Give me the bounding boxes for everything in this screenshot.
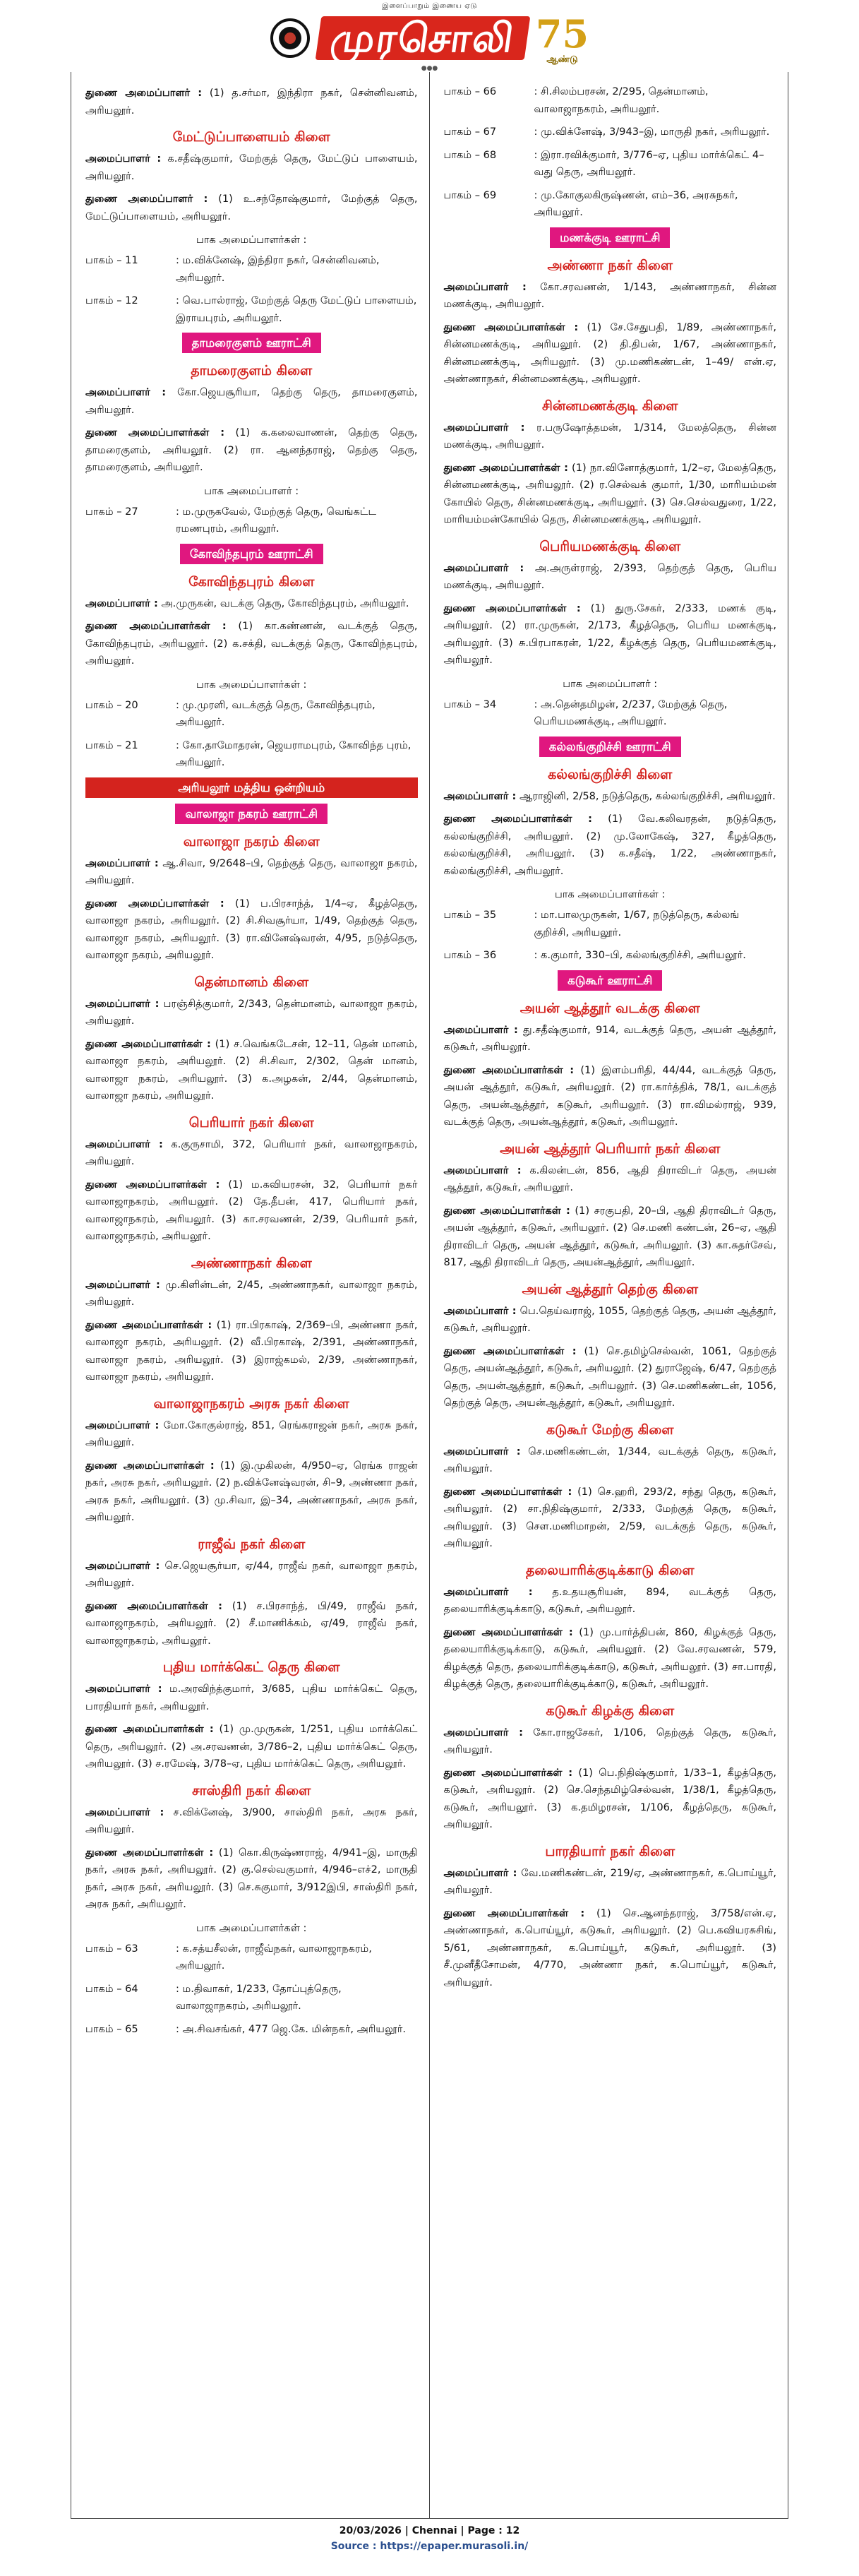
entry-text: (1) உ.சந்தோஷ்குமார், மேற்குத் தெரு, மேட்டுப்பாளையம், அரியலூர். <box>85 193 418 222</box>
entry-role-label: அமைப்பாளர் : <box>443 789 517 802</box>
booth-number: பாகம் – 11 <box>85 254 138 266</box>
entry-paragraph <box>444 1162 777 1197</box>
entry-paragraph <box>85 1176 418 1246</box>
branch-heading: கடுகூர் கிழக்கு கிளை <box>546 1703 675 1719</box>
entry-paragraph <box>444 1724 777 1759</box>
panchayat-heading: கடுகூர் ஊராட்சி <box>558 970 662 991</box>
booth-number: பாகம் – 12 <box>85 294 138 306</box>
entry-role-label: துணை அமைப்பாளர்கள் : <box>443 1204 570 1217</box>
masthead <box>0 0 859 71</box>
branch-heading: மேட்டுப்பாளையம் கிளை <box>172 129 330 145</box>
booth-entry <box>85 697 418 732</box>
entry-text: கோ.சரவணன், 1/143, அண்ணாநகர், சின்ன மணக்குடி, அரியலூர். <box>443 280 777 310</box>
booth-entry <box>85 503 418 538</box>
booth-member: : க.குமார், 330–பி, கல்லங்குறிச்சி, அரியலூர். <box>534 949 746 961</box>
entry-text: (1) ரா.பிரகாஷ், 2/369–பி, அண்ணா நகர், வாலாஜா நகரம், அரியலூர். (2) வீ.பிரகாஷ், 2/391, அண்ணாநகர், வாலாஜா நகரம், அரியலூர். (3) இராஜ்கமல், 2/39, அண்ணாநகர், வாலாஜா நகரம், அரியலூர். <box>85 1318 418 1383</box>
entry-paragraph <box>444 419 777 454</box>
branch-heading: கோவிந்தபுரம் கிளை <box>188 573 315 590</box>
anniversary-label: ஆண்டு <box>546 54 578 65</box>
booth-number: பாகம் – 66 <box>443 85 497 97</box>
entry-role-label: அமைப்பாளர் : <box>443 1585 533 1598</box>
entry-text: து.சதீஷ்குமார், 914, வடக்குத் தெரு, அயன் ஆத்தூர், கடுகூர், அரியலூர். <box>443 1023 776 1053</box>
entry-text: அ.அருள்ராஜ், 2/393, தெற்குத் தெரு, பெரிய மணக்குடி, அரியலூர். <box>443 561 776 591</box>
booth-number: பாகம் – 64 <box>85 1982 138 1995</box>
entry-paragraph <box>85 150 418 185</box>
panchayat-heading: கல்லங்குறிச்சி ஊராட்சி <box>539 737 681 757</box>
entry-paragraph <box>444 560 777 595</box>
entry-role-label: துணை அமைப்பாளர்கள் : <box>443 1485 572 1498</box>
entry-text: க.சதீஷ்குமார், மேற்குத் தெரு, மேட்டுப் பாளையம், அரியலூர். <box>85 153 418 182</box>
entry-paragraph <box>85 1317 418 1386</box>
entry-role-label: துணை அமைப்பாளர்கள் : <box>443 461 568 474</box>
entry-paragraph <box>444 1905 777 1992</box>
entry-role-label: அமைப்பாளர் : <box>85 153 162 165</box>
entry-paragraph <box>85 1417 418 1452</box>
entry-text: ஆராஜினி, 2/58, நடுத்தெரு, கல்லங்குறிச்சி, அரியலூர். <box>516 789 776 802</box>
entry-paragraph <box>85 384 418 419</box>
newspaper-logo: முரசொலி <box>316 16 531 60</box>
page-footer <box>0 2523 859 2554</box>
anniversary-number: 75 <box>535 11 589 56</box>
footer-source-link[interactable]: Source : https://epaper.murasoli.in/ <box>330 2541 529 2552</box>
branch-heading: அயன் ஆத்தூர் பெரியார் நகர் கிளை <box>500 1140 721 1157</box>
entry-text: வே.மணிகண்டன், 219/ஏ, அண்ணாநகர், க.பொய்யூர், அரியலூர். <box>443 1866 776 1896</box>
entry-text: அ.முருகன், வடக்கு தெரு, கோவிந்தபுரம், அரியலூர். <box>157 597 409 609</box>
entry-paragraph <box>444 1303 777 1337</box>
entry-text: க.கிலன்டன், 856, ஆதி திராவிடர் தெரு, அயன் ஆத்தூர், கடுகூர், அரியலூர். <box>443 1164 776 1193</box>
entry-paragraph <box>444 1343 777 1412</box>
booth-section-label: பாக அமைப்பாளர் : <box>204 484 299 497</box>
booth-member: : ம.முருகவேல், மேற்குத் தெரு, வெங்கட்ட ரமணபுரம், அரியலூர். <box>176 505 377 535</box>
entry-text: (1) கொ.கிருஷ்ணராஜ், 4/941–இ, மாருதி நகர், அரசு நகர், அரியலூர். (2) கு.செல்வகுமார், 4/946–எச்2, மாருதி நகர், அரசு நகர், அரியலூர். (3) செ.சுகுமார், 3/912இபி, சாஸ்திரி நகர், அரசு நகர், அரியலூர். <box>85 1846 418 1910</box>
entry-paragraph <box>85 1457 418 1527</box>
entry-text: (1) த.சர்மா, இந்திரா நகர், சென்னிவனம், அரியலூர். <box>85 87 418 117</box>
entry-role-label: துணை அமைப்பாளர்கள் : <box>443 1907 585 1919</box>
booth-member: : அ.தென்தமிழன், 2/237, மேற்குத் தெரு, பெரியமணக்குடி, அரியலூர். <box>534 698 728 727</box>
booth-entry <box>444 907 777 941</box>
entry-role-label: அமைப்பாளர் : <box>85 1559 160 1572</box>
left-column <box>71 72 430 2518</box>
booth-entry <box>85 292 418 327</box>
entry-paragraph <box>444 811 777 880</box>
entry-role-label: அமைப்பாளர் : <box>85 1138 163 1150</box>
booth-entry <box>85 252 418 287</box>
entry-role-label: துணை அமைப்பாளர்கள் : <box>443 1063 575 1076</box>
entry-text: (1) ச.வெங்கடேசன், 12–11, தென் மானம், வாலாஜா நகரம், அரியலூர். (2) சி.சிவா, 2/302, தென் மானம், வாலாஜா நகரம், அரியலூர். (3) க.அழகன், 2/44, தென்மானம், வாலாஜா நகரம், அரியலூர். <box>85 1037 418 1102</box>
branch-heading: கல்லங்குறிச்சி கிளை <box>548 766 673 782</box>
entry-text: (1) வே.கலிவரதன், நடுத்தெரு, கல்லங்குறிச்சி, அரியலூர். (2) மு.லோகேஷ், 327, கீழத்தெரு, கல்லங்குறிச்சி, அரியலூர். (3) க.சதீஷ், 1/22, அண்ணாநகர், கல்லங்குறிச்சி, அரியலூர். <box>443 813 777 877</box>
entry-text: மோ.கோகுல்ராஜ், 851, ரெங்கராஜன் நகர், அரசு நகர், அரியலூர். <box>85 1419 418 1448</box>
booth-entry <box>444 947 777 965</box>
booth-number: பாகம் – 69 <box>443 189 497 201</box>
entry-role-label: அமைப்பாளர் : <box>85 1419 160 1431</box>
booth-section-label: பாக அமைப்பாளர் : <box>563 677 658 690</box>
entry-role-label: அமைப்பாளர் : <box>85 1278 160 1291</box>
entry-text: க.குருசாமி, 372, பெரியார் நகர், வாலாஜாநகரம், அரியலூர். <box>85 1138 418 1167</box>
booth-section-label: பாக அமைப்பாளர்கள் : <box>196 1921 307 1934</box>
booth-entry <box>444 696 777 731</box>
entry-role-label: துணை அமைப்பாளர் : <box>85 193 208 205</box>
entry-text: (1) க.கலைவாணன், தெற்கு தெரு, தாமரைகுளம், அரியலூர். (2) ரா. ஆனந்தராஜ், தெற்கு தெரு, தாமரைகுளம், அரியலூர். <box>85 427 418 473</box>
panchayat-heading: மணக்குடி ஊராட்சி <box>550 227 670 248</box>
branch-heading: தலையாரிக்குடிக்காடு கிளை <box>525 1562 695 1578</box>
booth-member: : மு.விக்னேஷ், 3/943–இ, மாருதி நகர், அரியலூர். <box>534 126 770 138</box>
entry-text: பரஞ்சித்குமார், 2/343, தென்மானம், வாலாஜா நகரம், அரியலூர். <box>85 997 418 1027</box>
entry-paragraph <box>444 1624 777 1693</box>
booth-member: : சி.சிலம்பரசன், 2/295, தென்மானம், வாலாஜாநகரம், அரியலூர். <box>534 85 709 115</box>
entry-paragraph <box>85 618 418 670</box>
branch-heading: அண்ணாநகர் கிளை <box>191 1255 312 1271</box>
entry-text: செ.ஜெயசூர்யா, ஏ/44, ராஜீவ் நகர், வாலாஜா நகரம், அரியலூர். <box>85 1559 418 1589</box>
booth-member: : ம.திவாகர், 1/233, தோப்புத்தெரு, வாலாஜாநகரம், அரியலூர். <box>176 1982 342 2012</box>
entry-role-label: அமைப்பாளர் : <box>85 597 158 609</box>
entry-role-label: அமைப்பாளர் : <box>443 1726 523 1739</box>
booth-section-label: பாக அமைப்பாளர்கள் : <box>196 234 307 246</box>
entry-role-label: துணை அமைப்பாளர்கள் : <box>85 1178 220 1191</box>
entry-text: கோ.ஜெயசூரியா, தெற்கு தெரு, தாமரைகுளம், அரியலூர். <box>85 386 418 416</box>
entry-role-label: அமைப்பாளர் : <box>85 1806 164 1818</box>
entry-paragraph <box>85 996 418 1030</box>
entry-paragraph <box>85 191 418 225</box>
entry-paragraph <box>85 1844 418 1914</box>
booth-section-label: பாக அமைப்பாளர்கள் : <box>196 678 307 691</box>
footer-date-page: 20/03/2026 | Chennai | Page : 12 <box>339 2525 520 2536</box>
entry-role-label: அமைப்பாளர் : <box>443 1445 521 1457</box>
entry-paragraph <box>85 895 418 965</box>
entry-role-label: துணை அமைப்பாளர்கள் : <box>443 602 581 614</box>
branch-heading: வாலாஜாநகரம் அரசு நகர் கிளை <box>153 1395 349 1412</box>
entry-role-label: துணை அமைப்பாளர்கள் : <box>85 1037 211 1050</box>
booth-number: பாகம் – 68 <box>443 148 497 161</box>
union-heading: அரியலூர் மத்திய ஒன்றியம் <box>85 777 418 798</box>
entry-paragraph <box>85 1598 418 1650</box>
booth-member: : ம.விக்னேஷ், இந்திரா நகர், சென்னிவனம், அரியலூர். <box>176 254 380 284</box>
branch-heading: அண்ணா நகர் கிளை <box>547 257 673 273</box>
booth-entry <box>85 737 418 772</box>
entry-paragraph <box>85 1681 418 1715</box>
entry-text: ஆ.சிவா, 9/2648–பி, தெற்குத் தெரு, வாலாஜா நகரம், அரியலூர். <box>85 857 418 886</box>
anniversary-badge <box>536 12 589 64</box>
entry-paragraph <box>85 1804 418 1839</box>
booth-number: பாகம் – 20 <box>85 698 138 711</box>
booth-entry <box>85 2021 418 2039</box>
entry-role-label: அமைப்பாளர் : <box>443 421 525 434</box>
branch-heading: அயன் ஆத்தூர் தெற்கு கிளை <box>522 1281 699 1297</box>
entry-text: த.உதயசூரியன், 894, வடக்குத் தெரு, தலையாரிக்குடிக்காடு, கடுகூர், அரியலூர். <box>443 1585 777 1615</box>
entry-role-label: துணை அமைப்பாளர்கள் : <box>85 427 225 439</box>
entry-text: (1) ப.பிரசாந்த், 1/4–ஏ, கீழத்தெரு, வாலாஜா நகரம், அரியலூர். (2) சி.சிவசூர்யா, 1/49, தெற்குத் தெரு, வாலாஜா நகரம், அரியலூர். (3) ரா.வினேஷ்வரன், 4/95, நடுத்தெரு, வாலாஜா நகரம், அரியலூர். <box>85 897 418 961</box>
branch-heading: தென்மானம் கிளை <box>194 974 309 990</box>
entry-role-label: துணை அமைப்பாளர்கள் : <box>85 1599 222 1612</box>
entry-text: (1) மு.பார்த்திபன், 860, கிழக்குத் தெரு, தலையாரிக்குடிக்காடு, கடுகூர், அரியலூர். (2) வே.சரவணன், 579, கிழக்குத் தெரு, தலையாரிக்குடிக்காடு, கடுகூர், அரியலூர். (3) சா.பாரதி, கிழக்குத் தெரு, தலையாரிக்குடிக்காடு, கடுகூர், அரியலூர். <box>443 1626 776 1690</box>
entry-paragraph <box>444 319 777 388</box>
entry-role-label: அமைப்பாளர் : <box>443 561 524 574</box>
entry-text: (1) இ.முகிலன், 4/950–ஏ, ரெங்க ராஜன் நகர், அரசு நகர், அரியலூர். (2) ந.விக்னேஷ்வரன், சி–9, அண்ணா நகர், அரசு நகர், அரியலூர். (3) மு.சிவா, இ–34, அண்ணாநகர், அரசு நகர், அரியலூர். <box>85 1459 418 1523</box>
booth-member: : க.சத்யசீலன், ராஜீவ்நகர், வாலாஜாநகரம், அரியலூர். <box>176 1942 372 1972</box>
branch-heading: புதிய மார்க்கெட் தெரு கிளை <box>162 1659 340 1675</box>
entry-role-label: அமைப்பாளர் : <box>443 1866 517 1879</box>
entry-text: ர.பருஷோத்தமன், 1/314, மேலத்தெரு, சின்ன மணக்குடி, அரியலூர். <box>443 421 777 451</box>
entry-role-label: துணை அமைப்பாளர்கள் : <box>443 1626 573 1638</box>
booth-number: பாகம் – 67 <box>443 126 497 138</box>
booth-number: பாகம் – 27 <box>85 505 138 518</box>
entry-role-label: அமைப்பாளர் : <box>443 1023 518 1036</box>
entry-paragraph <box>444 1765 777 1834</box>
branch-heading: சாஸ்திரி நகர் கிளை <box>192 1782 311 1799</box>
article-body <box>71 72 788 2519</box>
booth-member: : மா.பாலமுருகன், 1/67, நடுத்தெரு, கல்லங் குறிச்சி, அரியலூர். <box>534 909 740 938</box>
entry-text: (1) துரு.சேகர், 2/333, மணக் குடி, அரியலூர். (2) ரா.முருகன், 2/173, கீழத்தெரு, பெரிய மணக்குடி, அரியலூர். (3) சு.பிரபாகரன், 1/22, கீழக்குத் தெரு, பெரியமணக்குடி, அரியலூர். <box>443 602 776 666</box>
booth-number: பாகம் – 34 <box>443 698 497 710</box>
branch-heading: பாரதியார் நகர் கிளை <box>545 1843 675 1859</box>
entry-paragraph <box>444 1484 777 1553</box>
branch-heading: சின்னமணக்குடி கிளை <box>541 398 678 414</box>
entry-role-label: அமைப்பாளர் : <box>443 280 527 293</box>
entry-text: (1) பெ.நிதிஷ்குமார், 1/33–1, கீழத்தெரு, கடுகூர், அரியலூர். (2) செ.செந்தமிழ்செல்வன், 1/38/1, கீழத்தெரு, கடுகூர், அரியலூர். (3) க.தமிழரசன், 1/106, கீழத்தெரு, கடுகூர், அரியலூர். <box>443 1766 776 1830</box>
entry-role-label: துணை அமைப்பாளர்கள் : <box>85 1846 214 1859</box>
booth-number: பாகம் – 63 <box>85 1942 138 1955</box>
entry-paragraph <box>85 595 418 613</box>
entry-paragraph <box>444 788 777 806</box>
entry-text: (1) நா.வினோத்குமார், 1/2–ஏ, மேலத்தெரு, சின்னமணக்குடி, அரியலூர். (2) ர.செல்வக் குமார், 1/30, மாரியம்மன் கோயில் தெரு, சின்னமணக்குடி, அரியலூர். (3) செ.செல்வதுரை, 1/22, மாரியம்மன்கோயில் தெரு, சின்னமணக்குடி, அரியலூர். <box>443 461 776 525</box>
entry-role-label: அமைப்பாளர் : <box>85 997 160 1010</box>
entry-role-label: துணை அமைப்பாளர்கள் : <box>85 1459 215 1472</box>
entry-role-label: துணை அமைப்பாளர்கள் : <box>443 1766 573 1779</box>
panchayat-heading: தாமரைகுளம் ஊராட்சி <box>182 333 321 353</box>
booth-member: : மு.கோகுலகிருஷ்ணன், எம்–36, அரசுநகர், அரியலூர். <box>534 189 738 218</box>
entry-paragraph <box>85 1558 418 1592</box>
branch-heading: கடுகூர் மேற்கு கிளை <box>546 1421 674 1438</box>
masthead-tagline: இளைப்பாறும் இணைய ஏடு <box>382 2 477 10</box>
entry-role-label: துணை அமைப்பாளர்கள் : <box>85 897 224 910</box>
entry-role-label: துணை அமைப்பாளர்கள் : <box>85 1723 214 1735</box>
branch-heading: பெரியமணக்குடி கிளை <box>539 538 681 554</box>
entry-role-label: அமைப்பாளர் : <box>85 857 159 869</box>
branch-heading: பெரியார் நகர் கிளை <box>188 1114 314 1131</box>
panchayat-heading: வாலாஜா நகரம் ஊராட்சி <box>175 804 328 824</box>
booth-member: : கோ.தாமோதரன், ஜெயராமபுரம், கோவிந்த புரம், அரியலூர். <box>176 739 412 768</box>
branch-heading: தாமரைகுளம் கிளை <box>191 363 313 378</box>
entry-text: (1) செ.ஹரி, 293/2, சந்து தெரு, கடுகூர், அரியலூர். (2) சா.நிதிஷ்குமார், 2/333, மேற்குத் தெரு, கடுகூர், அரியலூர். (3) செள.மணிமாறன், 2/59, வடக்குத் தெரு, கடுகூர், அரியலூர். <box>443 1485 777 1549</box>
booth-number: பாகம் – 21 <box>85 739 138 751</box>
entry-text: (1) கா.கண்ணன், வடக்குத் தெரு, கோவிந்தபுரம், அரியலூர். (2) க.சக்தி, வடக்குத் தெரு, கோவிந்தபுரம், அரியலூர். <box>85 620 418 667</box>
booth-member: : வெ.பால்ராஜ், மேற்குத் தெரு மேட்டுப் பாளையம், இராயபுரம், அரியலூர். <box>176 294 417 324</box>
entry-text: (1) சே.சேதுபதி, 1/89, அண்ணாநகர், சின்னமணக்குடி, அரியலூர். (2) தி.திபன், 1/67, அண்ணாநகர், சின்னமணக்குடி, அரியலூர். (3) மு.மணிகண்டன், 1–49/ என்.ஏ, அண்ணாநகர், சின்னமணக்குடி, அரியலூர். <box>443 321 777 385</box>
branch-heading: அயன் ஆத்தூர் வடக்கு கிளை <box>519 1000 700 1016</box>
entry-paragraph <box>444 1062 777 1131</box>
booth-entry <box>444 83 777 118</box>
entry-text: ச.விக்னேஷ், 3/900, சாஸ்திரி நகர், அரசு நகர், அரியலூர். <box>85 1806 418 1835</box>
entry-role-label: துணை அமைப்பாளர் : <box>85 87 203 99</box>
entry-text: (1) ச.பிரசாந்த், பி/49, ராஜீவ் நகர், வாலாஜாநகரம், அரியலூர். (2) சீ.மாணிக்கம், ஏ/49, ராஜீவ் நகர், வாலாஜாநகரம், அரியலூர். <box>85 1599 418 1647</box>
branch-heading: வாலாஜா நகரம் கிளை <box>183 833 320 849</box>
entry-text: (1) செ.தமிழ்செல்வன், 1061, தெற்குத் தெரு, அயன்ஆத்தூர், கடுகூர், அரியலூர். (2) துராஜேஷ், 6/47, தெற்குத் தெரு, அயன்ஆத்தூர், கடுகூர், அரியலூர். (3) செ.மணிகண்டன், 1056, தெற்குத் தெரு, அயன்ஆத்தூர், கடுகூர், அரியலூர். <box>443 1344 776 1409</box>
entry-role-label: துணை அமைப்பாளர்கள் : <box>443 321 579 333</box>
panchayat-heading: கோவிந்தபுரம் ஊராட்சி <box>180 544 323 564</box>
entry-text: (1) மு.முருகன், 1/251, புதிய மார்க்கெட் தெரு, அரியலூர். (2) அ.சரவணன், 3/786–2, புதிய மார்க்கெட் தெரு, அரியலூர். (3) ச.ரமேஷ், 3/78–ஏ, புதிய மார்க்கெட் தெரு, அரியலூர். <box>85 1723 418 1770</box>
entry-role-label: அமைப்பாளர் : <box>85 1683 162 1695</box>
right-column <box>430 72 788 2518</box>
entry-paragraph <box>85 1277 418 1311</box>
entry-paragraph <box>444 279 777 314</box>
entry-text: ம.அரவிந்த்குமார், 3/685, புதிய மார்க்கெட் தெரு, பாரதியார் நகர், அரியலூர். <box>85 1683 418 1712</box>
entry-paragraph <box>444 600 777 669</box>
booth-number: பாகம் – 35 <box>443 909 497 921</box>
branch-heading: ராஜீவ் நகர் கிளை <box>198 1536 306 1552</box>
booth-entry <box>444 147 777 181</box>
booth-entry <box>444 124 777 141</box>
entry-paragraph <box>444 1203 777 1272</box>
booth-entry <box>85 1981 418 2015</box>
entry-paragraph <box>444 1022 777 1056</box>
entry-paragraph <box>444 1443 777 1478</box>
entry-role-label: அமைப்பாளர் : <box>443 1164 522 1176</box>
entry-text: (1) சரகுபதி, 20–பி, ஆதி திராவிடர் தெரு, அயன் ஆத்தூர், கடுகூர், அரியலூர். (2) செ.மணி கண்டன், 26–ஏ, ஆதி திராவிடர் தெரு, அயன் ஆத்தூர், கடுகூர், அரியலூர். (3) கா.சுதர்சேவ், 817, ஆதி திராவிடர் தெரு, அயன்ஆத்தூர், அரியலூர். <box>443 1204 777 1268</box>
entry-role-label: துணை அமைப்பாளர்கள் : <box>443 1344 577 1357</box>
booth-section-label: பாக அமைப்பாளர்கள் : <box>555 888 666 900</box>
entry-text: பெ.தெய்வராஜ், 1055, தெற்குத் தெரு, அயன் ஆத்தூர், கடுகூர், அரியலூர். <box>443 1304 776 1334</box>
entry-text: கோ.ராஜசேகர், 1/106, தெற்குத் தெரு, கடுகூர், அரியலூர். <box>443 1726 777 1755</box>
masthead-subline: ●●● <box>421 65 438 72</box>
entry-role-label: துணை அமைப்பாளர்கள் : <box>85 1318 212 1331</box>
entry-paragraph <box>444 460 777 529</box>
entry-text: (1) செ.ஆனந்தராஜ், 3/758/என்.ஏ, அண்ணாநகர், க.பொய்யூர், கடுகூர், அரியலூர். (2) பெ.கவியரசுசிங், 5/61, அண்ணாநகர், க.பொய்யூர், கடுகூர், அரியலூர். (3) சீ.முனீதீசோமன், 4/770, அண்ணா நகர், க.பொய்யூர், கடுகூர், அரியலூர். <box>443 1907 776 1988</box>
booth-number: பாகம் – 65 <box>85 2022 138 2035</box>
booth-member: : அ.சிவசங்கர், 477 ஜெ.கே. மின்நகர், அரியலூர். <box>176 2022 407 2035</box>
entry-paragraph <box>85 1136 418 1171</box>
booth-member: : இரா.ரவிக்குமார், 3/776–ஏ, புதிய மார்க்கெட் 4–வது தெரு, அரியலூர். <box>534 148 764 178</box>
entry-paragraph <box>444 1865 777 1900</box>
entry-text: மு.கிளின்டன், 2/45, அண்ணாநகர், வாலாஜா நகரம், அரியலூர். <box>85 1278 418 1308</box>
entry-text: (1) ம.கவியரசன், 32, பெரியார் நகர் வாலாஜாநகரம், அரியலூர். (2) தே.தீபன், 417, பெரியார் நகர், வாலாஜாநகரம், அரியலூர். (3) கா.சரவணன், 2/39, பெரியார் நகர், வாலாஜாநகரம், அரியலூர். <box>85 1178 418 1242</box>
entry-role-label: அமைப்பாளர் : <box>85 386 167 398</box>
booth-entry <box>85 1940 418 1975</box>
entry-role-label: அமைப்பாளர் : <box>443 1304 517 1317</box>
entry-text: செ.மணிகண்டன், 1/344, வடக்குத் தெரு, கடுகூர், அரியலூர். <box>443 1445 777 1474</box>
entry-paragraph <box>85 855 418 890</box>
entry-paragraph <box>444 1584 777 1618</box>
booth-number: பாகம் – 36 <box>443 949 497 961</box>
entry-paragraph <box>85 1036 418 1105</box>
entry-role-label: துணை அமைப்பாளர்கள் : <box>443 813 592 825</box>
entry-paragraph <box>85 424 418 477</box>
party-emblem-icon <box>270 18 310 58</box>
entry-text: (1) இளம்பரிதி, 44/44, வடக்குத் தெரு, அயன் ஆத்தூர், கடுகூர், அரியலூர். (2) ரா.கார்த்திக், 78/1, வடக்குத் தெரு, அயன்ஆத்தூர், கடுகூர், அரியலூர். (3) ரா.விமல்ராஜ், 939, வடக்குத் தெரு, அயன்ஆத்தூர், கடுகூர், அரியலூர். <box>443 1063 777 1128</box>
entry-role-label: துணை அமைப்பாளர்கள் : <box>85 620 227 632</box>
booth-entry <box>444 187 777 222</box>
entry-paragraph <box>85 1721 418 1773</box>
entry-paragraph <box>85 85 418 119</box>
booth-member: : மு.முரளி, வடக்குத் தெரு, கோவிந்தபுரம், அரியலூர். <box>176 698 376 728</box>
